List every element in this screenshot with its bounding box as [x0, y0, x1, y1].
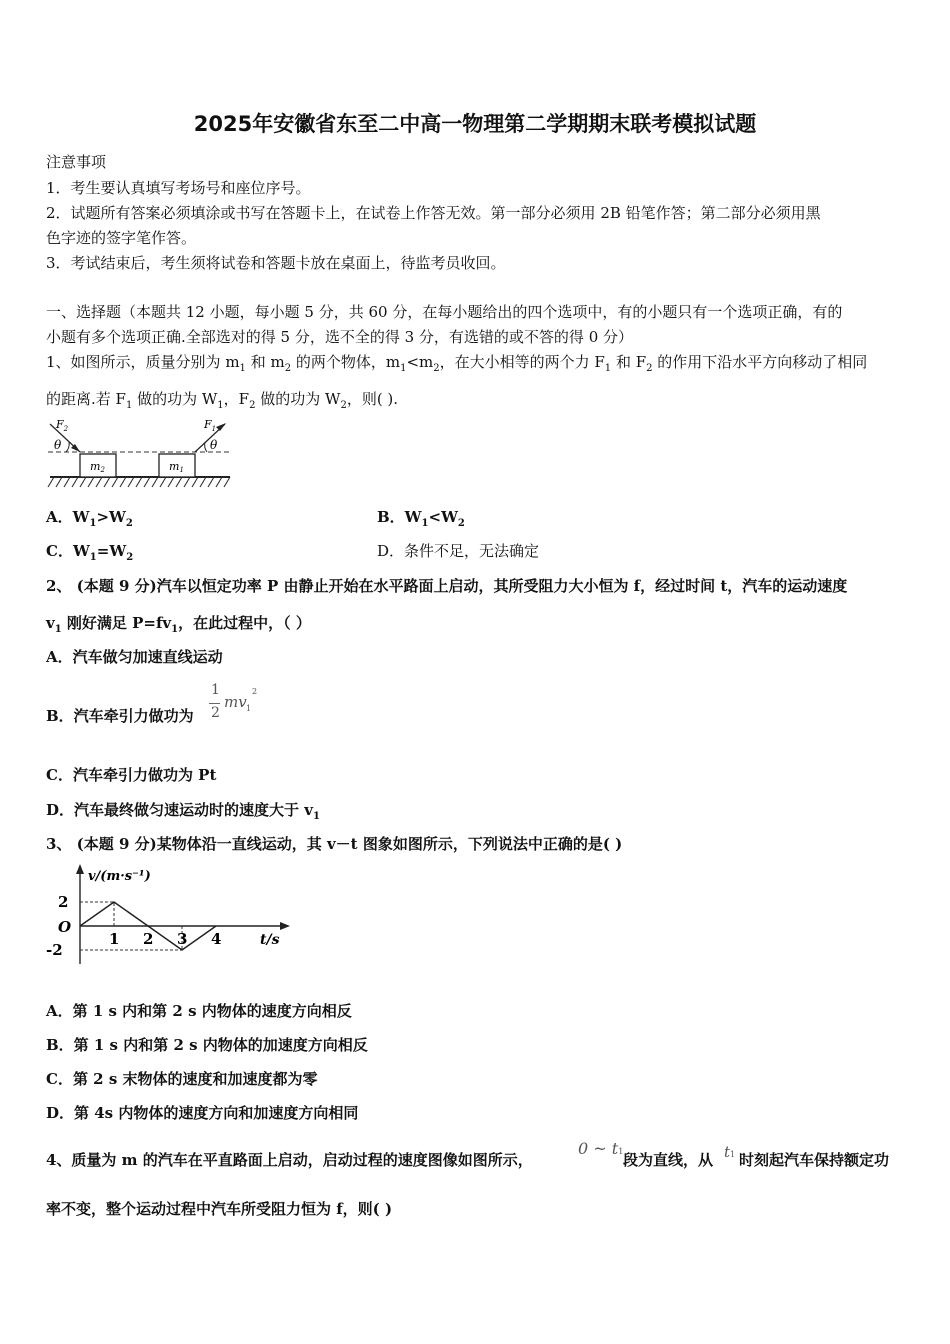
section-intro: 一、选择题（本题共 12 小题，每小题 5 分，共 60 分，在每小题给出的四个选项中，有的小题只有一个选项正确，有的	[46, 303, 843, 321]
q1-option-c[interactable]: C．$W_1=W_2$	[46, 542, 134, 563]
q2-option-c[interactable]: C．汽车牵引力做功为 Pt	[46, 766, 217, 784]
q3-option-c[interactable]: C．第 2 s 末物体的速度和加速度都为零	[46, 1070, 318, 1088]
q3-option-d[interactable]: D．第 4s 内物体的速度方向和加速度方向相同	[46, 1104, 359, 1122]
q2-option-d[interactable]: D．汽车最终做匀速运动时的速度大于 $v_1$	[46, 801, 320, 822]
q4-stem: 4、质量为 m 的汽车在平直路面上启动，启动过程的速度图像如图所示，	[46, 1151, 533, 1169]
q3-option-b[interactable]: B．第 1 s 内和第 2 s 内物体的加速度方向相反	[46, 1036, 368, 1054]
notice-item: 1．考生要认真填写考场号和座位序号。	[46, 179, 311, 197]
x-tick-label: 4	[211, 930, 222, 948]
q1-option-b[interactable]: B．$W_1<W_2$	[377, 508, 465, 529]
ground-hatch	[48, 477, 230, 487]
q2-option-b-formula: 1 2 mv 1 2	[211, 682, 258, 721]
q2-stem-line2: $v_1$ 刚好满足 $P=fv_1$，在此过程中，（ ）	[46, 614, 311, 635]
q2-option-b[interactable]: B．汽车牵引力做功为	[46, 707, 194, 725]
q4-range-formula: 0 ~ t1	[578, 1139, 624, 1158]
notice-heading: 注意事项	[46, 153, 107, 171]
q2-option-a[interactable]: A．汽车做匀加速直线运动	[46, 648, 223, 666]
section-intro: 小题有多个选项正确.全部选对的得 5 分，选不全的得 3 分，有选错的或不答的得 0 分）	[46, 328, 634, 346]
page-title: 2025年安徽省东至二中高一物理第二学期期末联考模拟试题	[193, 112, 757, 136]
angle-arc-right	[205, 442, 207, 452]
q1-figure	[44, 416, 239, 492]
q4-stem-part2: 段为直线，从	[623, 1151, 714, 1169]
q3-option-a[interactable]: A．第 1 s 内和第 2 s 内物体的速度方向相反	[46, 1002, 352, 1020]
x-axis-arrow	[280, 922, 290, 930]
x-tick-label: 2	[143, 930, 154, 948]
x-tick-label: 3	[177, 930, 188, 948]
q4-stem-line2: 率不变，整个运动过程中汽车所受阻力恒为 f，则( )	[46, 1200, 393, 1218]
q1-stem: 1、如图所示，质量分别为 $m_1$ 和 $m_2$ 的两个物体，$m_1<m_2$，在大小相等的两个力 $F_1$ 和 $F_2$ 的作用下沿水平方向移动了相同	[46, 353, 868, 374]
notice-item: 3．考试结束后，考生须将试卷和答题卡放在桌面上，待监考员收回。	[46, 254, 506, 272]
q3-vt-chart	[44, 864, 294, 970]
q4-stem-part3: 时刻起汽车保持额定功	[739, 1151, 890, 1169]
x-tick-label: 1	[109, 930, 120, 948]
y-tick-label: 2	[58, 893, 69, 911]
notice-item: 2．试题所有答案必须填涂或书写在答题卡上，在试卷上作答无效。第一部分必须用 2B 铅笔作答；第二部分必须用黑	[46, 204, 821, 222]
origin-label: O	[58, 918, 72, 936]
label-f1: $F_1$	[204, 418, 217, 433]
y-axis-label: v/(m·s⁻¹)	[88, 869, 151, 884]
label-theta-left: θ	[54, 438, 62, 452]
label-m2: m2	[90, 460, 105, 474]
angle-arc-left	[66, 442, 69, 452]
label-f2: $F_2$	[56, 418, 69, 433]
notice-item: 色字迹的签字笔作答。	[46, 229, 197, 247]
y-axis-arrow	[76, 864, 84, 874]
label-theta-right: θ	[210, 438, 218, 452]
label-m1: m1	[169, 460, 184, 474]
x-axis-label: t/s	[260, 932, 280, 948]
q4-t1-formula: t1	[724, 1143, 736, 1161]
y-tick-label: -2	[46, 941, 63, 959]
q1-option-d[interactable]: D．条件不足，无法确定	[377, 542, 540, 560]
q1-stem-line2: 的距离.若 $F_1$ 做的功为 $W_1$，$F_2$ 做的功为 $W_2$，则( ).	[46, 390, 399, 411]
q2-stem: 2、 (本题 9 分)汽车以恒定功率 P 由静止开始在水平路面上启动，其所受阻力大小恒为 f，经过时间 t，汽车的运动速度	[46, 577, 848, 595]
q3-stem: 3、 (本题 9 分)某物体沿一直线运动，其 v－t 图象如图所示，下列说法中正确的是( )	[46, 835, 623, 853]
force-f1-arrowhead	[216, 423, 226, 431]
q1-option-a[interactable]: A．$W_1>W_2$	[46, 508, 133, 529]
